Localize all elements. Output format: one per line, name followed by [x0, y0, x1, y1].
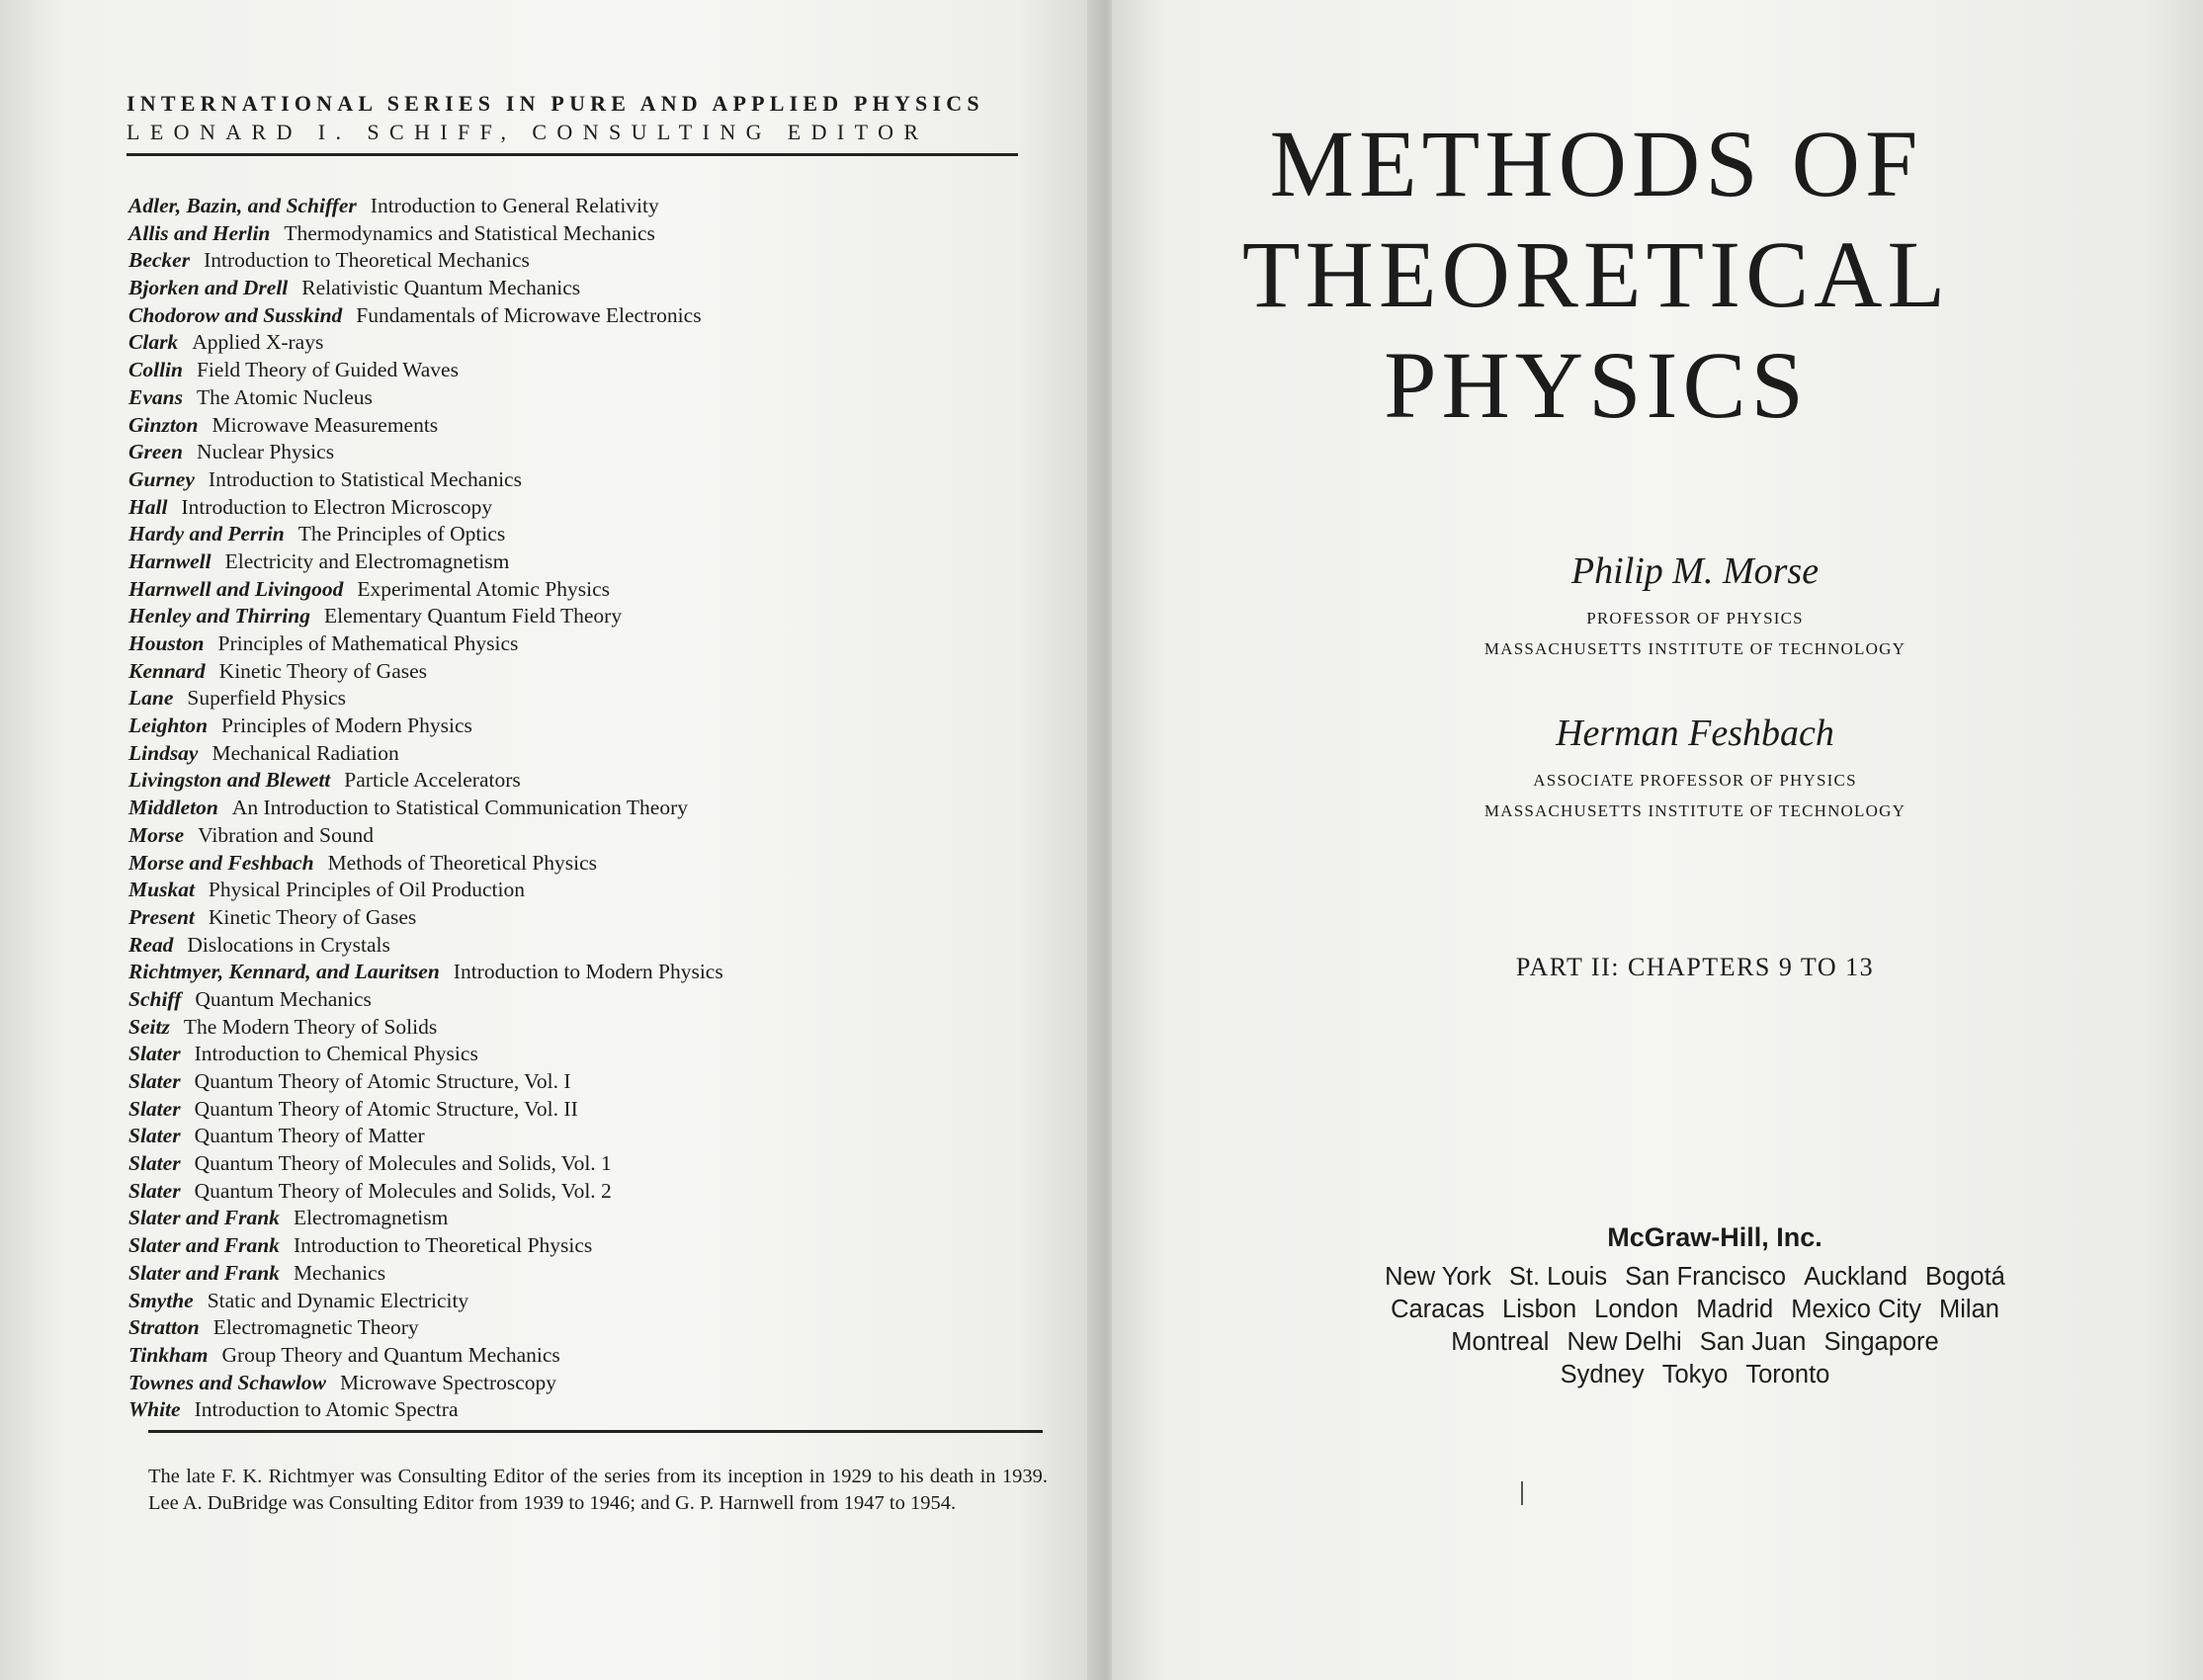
book-title: The Modern Theory of Solids: [183, 1014, 438, 1039]
publisher-block: [1310, 1222, 2080, 1391]
list-item: [128, 275, 1077, 302]
list-item: [128, 1150, 1077, 1178]
list-item: [128, 1396, 1077, 1424]
book-title: Quantum Theory of Atomic Structure, Vol. I: [194, 1069, 571, 1093]
city-name: Montreal: [1451, 1328, 1550, 1356]
book-title: Electricity and Electromagnetism: [224, 548, 510, 573]
book-author: Muskat: [128, 878, 195, 902]
book-title: Physical Principles of Oil Production: [208, 878, 526, 902]
author-position: PROFESSOR OF PHYSICS: [1586, 609, 1804, 628]
list-item: [128, 959, 1077, 986]
publisher-cities: [1310, 1261, 2080, 1391]
city-name: London: [1594, 1296, 1679, 1323]
book-title-line: METHODS OF: [1269, 111, 1923, 216]
book-title: Quantum Theory of Molecules and Solids, Vol. 1: [194, 1151, 612, 1176]
series-editor: LEONARD I. SCHIFF, CONSULTING EDITOR: [127, 120, 929, 144]
book-title: Superfield Physics: [187, 686, 347, 711]
book-author: Chodorow and Susskind: [128, 302, 343, 327]
book-author: Hall: [128, 494, 168, 519]
list-item: [128, 1178, 1077, 1206]
book-author: Slater: [128, 1042, 181, 1066]
book-author: Harnwell: [128, 548, 212, 573]
city-name: Caracas: [1391, 1296, 1485, 1323]
list-item: [128, 767, 1077, 795]
book-title: Introduction to Modern Physics: [453, 960, 723, 984]
list-item: [128, 795, 1077, 822]
book-title: Quantum Theory of Molecules and Solids, Vol. 2: [194, 1178, 612, 1203]
part-label: PART II: CHAPTERS 9 TO 13: [1515, 953, 1875, 981]
book-title: The Atomic Nucleus: [196, 384, 373, 409]
book-title: Fundamentals of Microwave Electronics: [356, 302, 702, 327]
list-item: [128, 630, 1077, 658]
city-name: San Juan: [1699, 1328, 1807, 1356]
book-title: Introduction to Statistical Mechanics: [208, 466, 522, 491]
book-title: Elementary Quantum Field Theory: [323, 604, 623, 629]
book-author: Kennard: [128, 658, 206, 683]
list-item: [128, 1096, 1077, 1124]
book-author: Read: [128, 932, 174, 957]
list-item: [128, 247, 1077, 275]
list-item: [128, 357, 1077, 384]
book-author: Morse and Feshbach: [128, 850, 314, 875]
book-author: Henley and Thirring: [128, 604, 310, 629]
book-author: Lindsay: [128, 740, 199, 765]
book-title: Principles of Mathematical Physics: [217, 631, 519, 655]
city-name: New Delhi: [1567, 1328, 1682, 1356]
book-author: Lane: [128, 686, 174, 711]
list-item: [128, 494, 1077, 522]
book-author: Green: [128, 440, 183, 464]
book-author: Livingston and Blewett: [128, 768, 331, 793]
list-item: [128, 1232, 1077, 1260]
city-name: Singapore: [1823, 1328, 1939, 1356]
book-author: Evans: [128, 384, 183, 409]
series-header: [127, 91, 1018, 156]
book-title: Introduction to General Relativity: [370, 194, 659, 217]
book-author: Becker: [128, 248, 191, 273]
book-author: Ginzton: [128, 412, 199, 437]
list-item: [128, 1370, 1077, 1397]
city-name: Milan: [1939, 1296, 1999, 1323]
publisher-name: McGraw-Hill, Inc.: [1607, 1222, 1822, 1252]
book-author: Leighton: [128, 714, 209, 738]
list-item: [128, 904, 1077, 932]
book-title: Mechanical Radiation: [212, 740, 399, 765]
book-title: Methods of Theoretical Physics: [327, 850, 598, 875]
book-title: Relativistic Quantum Mechanics: [301, 276, 581, 300]
list-item: [128, 412, 1077, 440]
book-title: Group Theory and Quantum Mechanics: [221, 1342, 560, 1367]
list-item: [128, 1123, 1077, 1150]
book-title: Electromagnetic Theory: [212, 1315, 419, 1340]
book-author: Allis and Herlin: [128, 220, 271, 245]
book-title: Dislocations in Crystals: [187, 932, 390, 957]
author-institution: MASSACHUSETTS INSTITUTE OF TECHNOLOGY: [1483, 639, 1906, 658]
list-item: [128, 1342, 1077, 1370]
list-item: [128, 521, 1077, 548]
book-author: Hardy and Perrin: [128, 522, 285, 546]
book-title: Quantum Mechanics: [195, 986, 372, 1011]
book-title: Field Theory of Guided Waves: [196, 358, 459, 382]
city-line: [1310, 1326, 2080, 1359]
list-item: [128, 986, 1077, 1014]
list-item: [128, 850, 1077, 878]
book-author: Slater: [128, 1151, 181, 1176]
book-author: Schiff: [128, 986, 182, 1011]
book-title: Applied X-rays: [192, 330, 324, 355]
author-feshbach: [1398, 712, 1991, 826]
series-book-list: [128, 193, 1077, 1424]
city-line: [1310, 1261, 2080, 1294]
book-title: Mechanics: [293, 1260, 386, 1285]
list-item: [128, 1260, 1077, 1288]
book-author: Slater and Frank: [128, 1260, 280, 1285]
book-author: Bjorken and Drell: [128, 276, 289, 300]
book-title: Thermodynamics and Statistical Mechanics: [284, 220, 655, 245]
series-footnote: The late F. K. Richtmyer was Consulting Editor of the series from its inception in 1929 to his death in 1939. Lee A. DuBridge was Consulting Editor from 1939 to 1946; and G. P. Harnwell from 1947 to 1954.: [148, 1466, 1048, 1514]
list-item: [128, 548, 1077, 576]
list-item: [128, 439, 1077, 466]
list-item: [128, 193, 1077, 220]
city-name: Lisbon: [1502, 1296, 1577, 1323]
book-title: Static and Dynamic Electricity: [207, 1288, 469, 1312]
print-mark: [1521, 1481, 1523, 1505]
book-author: White: [128, 1397, 181, 1422]
book-title: Experimental Atomic Physics: [357, 576, 610, 601]
list-item: [128, 1288, 1077, 1315]
city-name: Toronto: [1745, 1361, 1830, 1388]
book-author: Slater: [128, 1178, 181, 1203]
list-item: [128, 932, 1077, 960]
list-item: [128, 740, 1077, 768]
list-item: [128, 658, 1077, 686]
author-morse: [1398, 549, 1991, 664]
book-title: Quantum Theory of Matter: [194, 1124, 425, 1148]
book-author: Slater: [128, 1069, 181, 1093]
book-title: Kinetic Theory of Gases: [208, 904, 417, 929]
city-line: [1310, 1359, 2080, 1391]
book-author: Gurney: [128, 466, 195, 491]
book-title: Microwave Measurements: [212, 412, 439, 437]
book-title: Kinetic Theory of Gases: [218, 658, 428, 683]
book-author: Tinkham: [128, 1342, 209, 1367]
book-author: Present: [128, 904, 195, 929]
book-title: Particle Accelerators: [344, 768, 521, 793]
book-title: An Introduction to Statistical Communication Theory: [231, 796, 688, 820]
book-title: [1112, 109, 2080, 441]
city-name: Bogotá: [1925, 1263, 2005, 1291]
author-name: Herman Feshbach: [1556, 713, 1834, 754]
book-title: Electromagnetism: [293, 1206, 449, 1230]
divider: [148, 1430, 1043, 1433]
book-author: Slater: [128, 1124, 181, 1148]
book-author: Townes and Schawlow: [128, 1370, 326, 1394]
list-item: [128, 603, 1077, 630]
book-title: Introduction to Theoretical Mechanics: [204, 248, 530, 273]
book-title: Microwave Spectroscopy: [339, 1370, 557, 1394]
series-title: INTERNATIONAL SERIES IN PURE AND APPLIED PHYSICS: [127, 91, 984, 116]
book-title: Introduction to Theoretical Physics: [293, 1233, 593, 1258]
book-author: Collin: [128, 358, 183, 382]
book-author: Seitz: [128, 1014, 170, 1039]
right-page: [1112, 0, 2203, 1680]
book-title: Introduction to Chemical Physics: [194, 1042, 478, 1066]
list-item: [128, 329, 1077, 357]
book-author: Smythe: [128, 1288, 194, 1312]
list-item: [128, 1314, 1077, 1342]
list-item: [128, 384, 1077, 412]
book-title: Introduction to Electron Microscopy: [181, 494, 493, 519]
book-title-line: THEORETICAL: [1241, 221, 1951, 327]
list-item: [128, 1014, 1077, 1042]
book-author: Morse: [128, 822, 185, 847]
book-title: Introduction to Atomic Spectra: [194, 1397, 459, 1422]
author-institution: MASSACHUSETTS INSTITUTE OF TECHNOLOGY: [1483, 801, 1906, 820]
book-title: Vibration and Sound: [198, 822, 375, 847]
book-author: Middleton: [128, 796, 218, 820]
list-item: [128, 302, 1077, 330]
list-item: [128, 466, 1077, 494]
city-name: Mexico City: [1791, 1296, 1921, 1323]
city-name: Madrid: [1696, 1296, 1774, 1323]
list-item: [128, 1205, 1077, 1232]
book-author: Harnwell and Livingood: [128, 576, 344, 601]
book-title-line: PHYSICS: [1384, 332, 1809, 438]
city-name: Tokyo: [1661, 1361, 1729, 1388]
book-author: Clark: [128, 330, 179, 355]
list-item: [128, 877, 1077, 904]
list-item: [128, 1068, 1077, 1096]
author-name: Philip M. Morse: [1570, 550, 1820, 592]
city-name: St. Louis: [1508, 1263, 1608, 1291]
city-name: Sydney: [1560, 1361, 1645, 1388]
list-item: [128, 576, 1077, 604]
book-title: Principles of Modern Physics: [221, 714, 472, 738]
list-item: [128, 713, 1077, 740]
book-title: Nuclear Physics: [196, 440, 335, 464]
city-name: New York: [1385, 1263, 1491, 1291]
book-author: Slater and Frank: [128, 1233, 280, 1258]
book-author: Stratton: [128, 1315, 200, 1340]
book-title: Quantum Theory of Atomic Structure, Vol. II: [194, 1096, 578, 1121]
book-author: Adler, Bazin, and Schiffer: [128, 194, 357, 217]
list-item: [128, 822, 1077, 850]
book-author: Slater and Frank: [128, 1206, 280, 1230]
city-line: [1310, 1294, 2080, 1326]
book-author: Richtmyer, Kennard, and Lauritsen: [128, 960, 440, 984]
list-item: [128, 220, 1077, 248]
list-item: [128, 1041, 1077, 1068]
city-name: San Francisco: [1625, 1263, 1787, 1291]
list-item: [128, 685, 1077, 713]
city-name: Auckland: [1804, 1263, 1908, 1291]
book-title: The Principles of Optics: [297, 522, 506, 546]
author-position: ASSOCIATE PROFESSOR OF PHYSICS: [1533, 771, 1857, 790]
book-author: Houston: [128, 631, 205, 655]
book-author: Slater: [128, 1096, 181, 1121]
